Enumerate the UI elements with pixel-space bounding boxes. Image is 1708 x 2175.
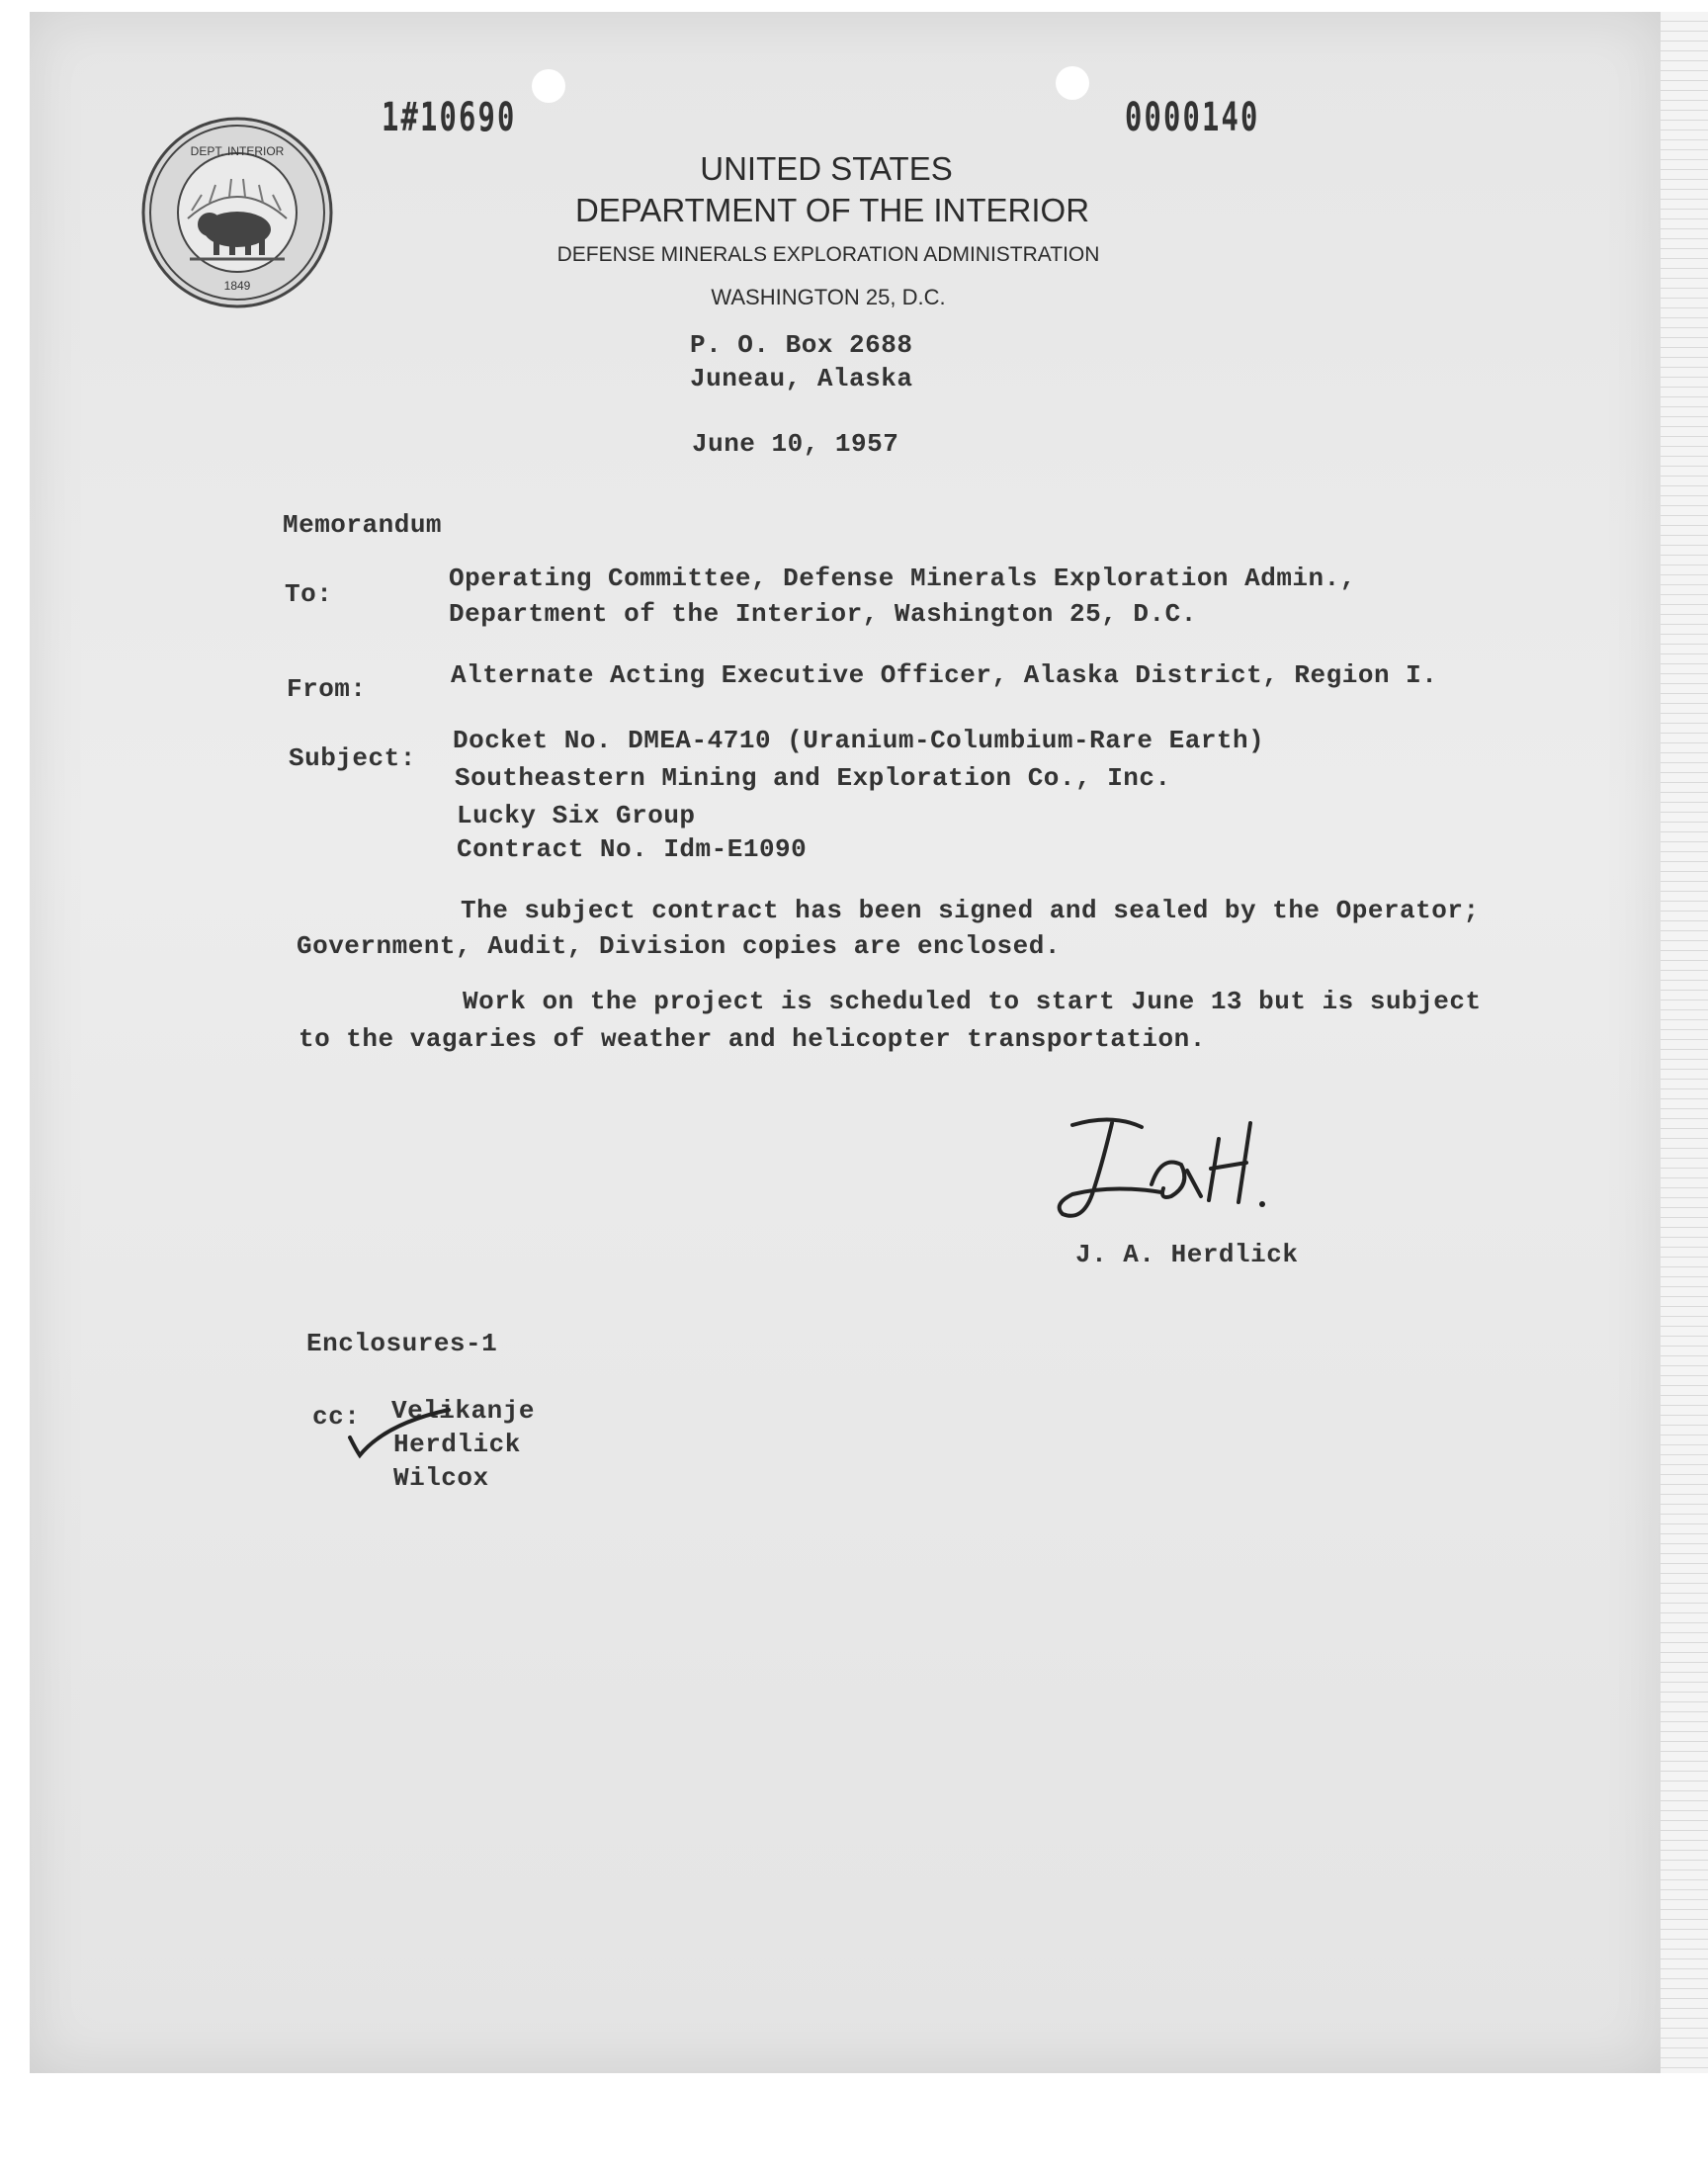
to-label: To:: [285, 579, 333, 609]
to-line-1: Operating Committee, Defense Minerals Exploration Admin.,: [449, 564, 1356, 593]
from-label: From:: [287, 674, 367, 704]
cc-name: Wilcox: [393, 1463, 489, 1493]
svg-text:DEPT. INTERIOR: DEPT. INTERIOR: [190, 144, 285, 158]
subject-label: Subject:: [289, 743, 416, 773]
cc-label: cc:: [312, 1402, 361, 1432]
memo-date: June 10, 1957: [692, 429, 899, 459]
svg-text:1849: 1849: [223, 279, 251, 293]
punch-hole: [1056, 66, 1089, 100]
handwritten-checkmark-icon: [346, 1404, 455, 1463]
to-line-2: Department of the Interior, Washington 25, D.C.: [449, 599, 1197, 629]
subject-line-1: Docket No. DMEA-4710 (Uranium-Columbium-Rare Earth): [453, 726, 1265, 755]
punch-hole: [532, 69, 565, 103]
signatory-name: J. A. Herdlick: [1075, 1240, 1299, 1269]
stamp-number-right: 0000140: [1125, 95, 1260, 140]
memo-heading: Memorandum: [283, 510, 443, 540]
address-po-box: P. O. Box 2688: [690, 330, 913, 360]
body-paragraph-1-line-2: Government, Audit, Division copies are enclosed.: [297, 931, 1061, 961]
subject-line-2: Southeastern Mining and Exploration Co., Inc.: [455, 763, 1171, 793]
body-paragraph-1-line-1: The subject contract has been signed and sealed by the Operator;: [461, 896, 1480, 925]
address-city: Juneau, Alaska: [690, 364, 913, 393]
department-seal-icon: [140, 116, 334, 309]
scanner-edge: [1661, 12, 1708, 2073]
subject-line-3: Lucky Six Group: [457, 801, 696, 830]
handwritten-initials-signature: [1053, 1105, 1310, 1234]
stamp-number-left: 1#10690: [382, 95, 517, 140]
subject-line-4: Contract No. Idm-E1090: [457, 834, 808, 864]
cc-name: Velikanje: [391, 1396, 535, 1426]
enclosures-line: Enclosures-1: [306, 1329, 498, 1358]
cc-name: Herdlick: [393, 1430, 521, 1459]
from-line: Alternate Acting Executive Officer, Alaska District, Region I.: [451, 660, 1438, 690]
body-paragraph-2-line-2: to the vagaries of weather and helicopter transportation.: [299, 1024, 1206, 1054]
body-paragraph-2-line-1: Work on the project is scheduled to start June 13 but is subject: [463, 987, 1482, 1016]
